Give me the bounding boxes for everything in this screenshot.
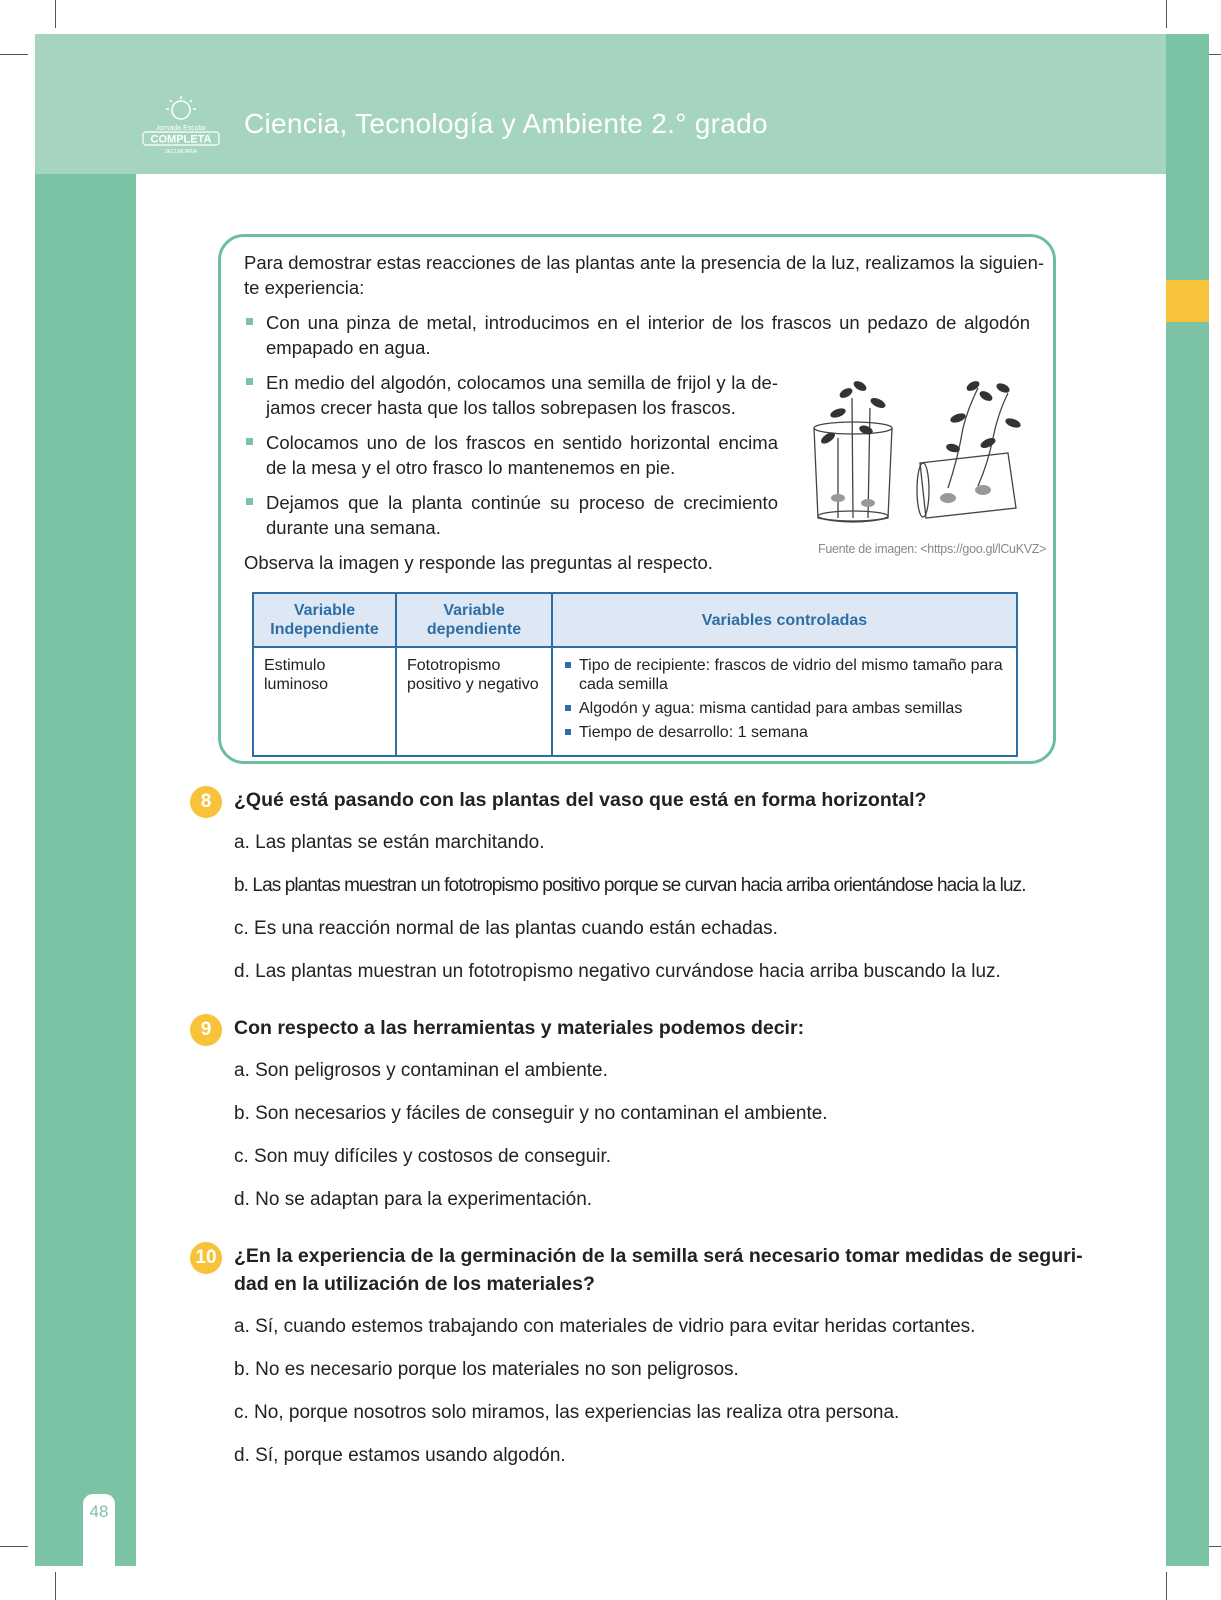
page-number: 48: [89, 1502, 109, 1521]
intro-line: Para demostrar estas reacciones de las plantas ante la presencia de la luz, realizamos la siguien-: [244, 252, 1045, 273]
table-header-row: [253, 593, 1017, 647]
bullet-icon: [246, 498, 253, 505]
answer-option[interactable]: b. No es necesario porque los materiales no son peligrosos.: [234, 1359, 739, 1380]
logo-text-3: SECUNDARIA: [164, 149, 198, 155]
crop-mark: [0, 54, 28, 55]
crop-mark: [55, 1572, 56, 1600]
bullet-icon: [246, 378, 253, 385]
table-header: Variable dependiente: [396, 593, 552, 647]
answer-option[interactable]: d. Sí, porque estamos usando algodón.: [234, 1445, 566, 1466]
table-row: [253, 647, 1017, 756]
step-line: empapado en agua.: [266, 337, 431, 358]
left-margin-strip: [35, 174, 136, 1566]
variables-table: [252, 592, 1018, 757]
answer-option[interactable]: a. Son peligrosos y contaminan el ambiente.: [234, 1060, 608, 1081]
bullet-icon: [246, 438, 253, 445]
independent-variable-cell: Estimulo luminoso: [253, 647, 396, 756]
answer-option[interactable]: d. Las plantas muestran un fototropismo negativo curvándose hacia arriba buscando la luz.: [234, 961, 1001, 982]
answer-option[interactable]: c. Son muy difíciles y costosos de conseguir.: [234, 1146, 612, 1167]
plant-jars-illustration: [808, 368, 1036, 528]
step-line: de la mesa y el otro frasco lo mantenemos en pie.: [266, 457, 676, 478]
controlled-variable-item: Tipo de recipiente: frascos de vidrio del mismo tamaño para cada semilla: [563, 656, 1006, 694]
answer-option[interactable]: a. Sí, cuando estemos trabajando con materiales de vidrio para evitar heridas cortantes.: [234, 1316, 976, 1337]
table-header: Variables controladas: [552, 593, 1017, 647]
answer-option[interactable]: a. Las plantas se están marchitando.: [234, 832, 545, 853]
table-header: Variable Independiente: [253, 593, 396, 647]
controlled-variable-item: Tiempo de desarrollo: 1 semana: [563, 723, 1006, 742]
answer-option[interactable]: d. No se adaptan para la experimentación.: [234, 1189, 593, 1210]
step-line: Colocamos uno de los frascos en sentido horizontal encima: [266, 432, 778, 453]
page-title: Ciencia, Tecnología y Ambiente 2.° grado: [244, 108, 768, 139]
step-line: Dejamos que la planta continúe su proceso de crecimiento: [266, 492, 778, 513]
question-number-badge: 8: [190, 786, 222, 818]
question-text: dad en la utilización de los materiales?: [234, 1273, 595, 1295]
controlled-variable-item: Algodón y agua: misma cantidad para ambas semillas: [563, 699, 1006, 718]
crop-mark: [1166, 0, 1167, 28]
question-text: Con respecto a las herramientas y materiales podemos decir:: [234, 1017, 805, 1039]
answer-option[interactable]: c. Es una reacción normal de las plantas cuando están echadas.: [234, 918, 778, 939]
jornada-escolar-logo: [140, 94, 222, 158]
controlled-variables-cell: [552, 647, 1017, 756]
question-number-badge: 10: [190, 1242, 222, 1274]
step-line: En medio del algodón, colocamos una semilla de frijol y la de-: [266, 372, 778, 393]
question-text: ¿Qué está pasando con las plantas del vaso que está en forma horizontal?: [234, 789, 927, 811]
step-line: jamos crecer hasta que los tallos sobrepasen los frascos.: [266, 397, 736, 418]
dependent-variable-cell: Fototropismo positivo y negativo: [396, 647, 552, 756]
answer-option[interactable]: c. No, porque nosotros solo miramos, las experiencias las realiza otra persona.: [234, 1402, 900, 1423]
section-tab: [1166, 280, 1209, 322]
answer-option[interactable]: b. Las plantas muestran un fototropismo positivo porque se curvan hacia arriba orientándose hacia la luz.: [234, 875, 1026, 896]
crop-mark: [0, 1546, 28, 1547]
intro-line: te experiencia:: [244, 277, 365, 298]
step-line: durante una semana.: [266, 517, 441, 538]
crop-mark: [1166, 1572, 1167, 1600]
question-number-badge: 9: [190, 1014, 222, 1046]
logo-text-2: COMPLETA: [150, 133, 212, 146]
question-text: ¿En la experiencia de la germinación de la semilla será necesario tomar medidas de seguri-: [234, 1245, 1083, 1267]
step-line: Con una pinza de metal, introducimos en el interior de los frascos un pedazo de algodón: [266, 312, 1030, 333]
crop-mark: [55, 0, 56, 28]
logo-text-1: Jornada Escolar: [155, 125, 207, 132]
answer-option[interactable]: b. Son necesarios y fáciles de conseguir y no contaminan el ambiente.: [234, 1103, 828, 1124]
bullet-icon: [246, 318, 253, 325]
right-margin-strip: [1166, 34, 1209, 1566]
image-source: Fuente de imagen: <https://goo.gl/lCuKVZ>: [818, 542, 1047, 556]
observe-instruction: Observa la imagen y responde las preguntas al respecto.: [244, 552, 713, 573]
